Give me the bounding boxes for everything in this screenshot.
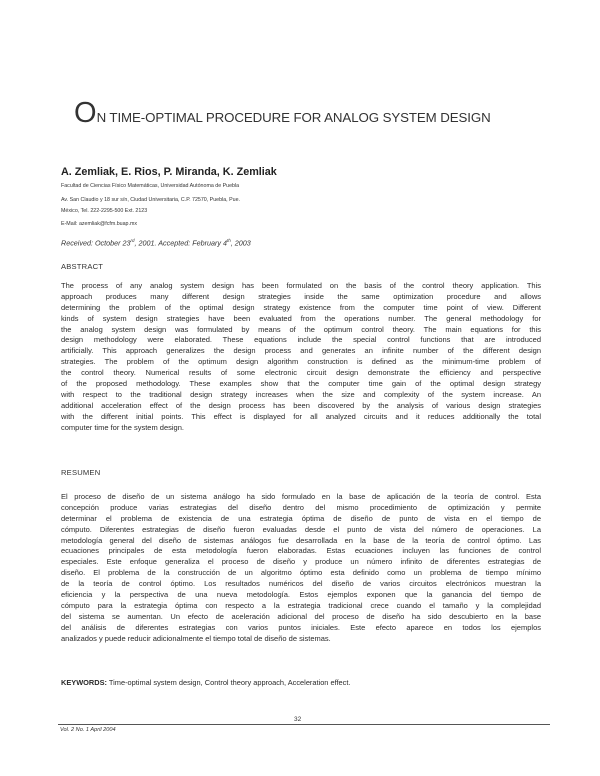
resumen-line: eficiencia y la perspectiva de una nueva metodología. Estos ejemplos exponen que la ganancia del tiempo de [61,590,541,600]
abstract-body [61,281,541,433]
title-initial: O [74,97,97,129]
keywords-label: KEYWORDS: [61,678,107,687]
author-list: A. Zemliak, E. Rios, P. Miranda, K. Zemliak [61,166,277,178]
resumen-line: cómputo. Diferentes estrategias de diseño fueron evaluadas desde el punto de vista del número de operaciones. La [61,524,541,534]
journal-reference: Vol. 2 No. 1 April 2004 [60,727,116,733]
abstract-line: kinds of system design strategies have been evaluated from the operations number. The general methodology for [61,313,541,323]
resumen-line: cómputo para la estrategia óptima con respecto a la estrategia tradicional crece cuando el tamaño y la complejidad [61,600,541,610]
resumen-line: del análisis de diferentes estrategias con varios puntos iniciales. Este efecto aparece en todos los ejemplos [61,622,541,632]
abstract-line: the control theory. Numerical results of some electronic circuit design demonstrate the efficiency and perspective [61,368,541,378]
resumen-line: concepción produce varias estrategias del diseño dentro del mismo procedimiento de optimización y permite [61,502,541,512]
affiliation-line: Facultad de Ciencias Físico Matemáticas, Universidad Autónoma de Puebla [61,183,240,189]
resumen-line: metodología general del diseño de sistemas análogos fue desarrollada en la base de la teoría de control óptimo. Las [61,535,541,545]
keywords-text: Time-optimal system design, Control theory approach, Acceleration effect. [107,678,351,687]
resumen-line: especiales. Este enfoque generaliza el proceso de diseño y produce un número infinito de diferentes estrategias de [61,557,541,567]
abstract-line: computer time for the system design. [61,422,184,432]
page-number: 32 [294,716,302,723]
abstract-heading: ABSTRACT [61,262,104,271]
abstract-line: additional acceleration effect of the design process has been discovered by the analysis of various design strategies [61,400,541,410]
abstract-line: determining the problem of the optimal design strategy existence from the computer time point of view. Different [61,302,541,312]
footer-divider [58,724,550,725]
abstract-line: with the different initial points. This effect is displayed for all analyzed circuits and it reduces additionally the total [61,411,541,421]
email-line: E-Mail: azemliak@fcfm.buap.mx [61,221,138,227]
resumen-line: diseño. El problema de la construcción de un algoritmo óptimo esta definido como un problema de tiempo mínimo [61,568,541,578]
resumen-line: El proceso de diseño de un sistema análogo ha sido formulado en la base de aplicación de la teoría de control. Esta [61,492,541,501]
affiliation-line: Av. San Claudio y 18 sur s/n, Ciudad Universitaria, C.P. 72570, Puebla, Pue. [61,197,241,203]
abstract-line: artificially. This approach generalizes the design process and generates an infinite number of the different design [61,346,541,356]
resumen-body [61,492,541,644]
abstract-line: The process of any analog system design has been formulated on the basis of the control theory application. This [61,281,541,290]
resumen-line: del sistema se aumentan. Un efecto de aceleración adicional del proceso de diseño ha sido descubierto en la base [61,611,541,621]
resumen-line: de la teoría de control óptimo. Los resultados numéricos del diseño de varios circuitos electrónicos muestran la [61,579,541,589]
affiliation-line: México, Tel. 222-2295-500 Ext. 2123 [61,208,148,214]
resumen-line: ecuaciones principales de esta metodología fueron elaboradas. Estas ecuaciones incluyen las funciones de control [61,546,541,556]
resumen-line: determinar el problema de existencia de una estrategia óptima de diseño de punto de vista en el tiempo de [61,513,541,523]
resumen-heading: RESUMEN [61,468,101,477]
paper-title [74,99,574,128]
abstract-line: design methodology were elaborated. These equations include the special control functions that are introduced [61,335,541,345]
abstract-line: approach produces many different design strategies inside the same optimization procedure and allows [61,291,541,301]
abstract-line: the analog system design was formulated by means of the optimum control theory. The main equations for this [61,324,541,334]
abstract-line: with respect to the traditional design strategy increases when the size and complexity of the system increase. An [61,389,541,399]
abstract-line: of the proposed methodology. These examples show that the computer time gain of the optimal design strategy [61,379,541,389]
abstract-line: strategies. The problem of the optimum design algorithm construction is defined as the minimum-time problem of [61,357,541,367]
keywords-line [61,678,350,687]
resumen-line: analizados y puede reducir adicionalmente el tiempo total de diseño de sistemas. [61,633,331,643]
received-dates: Received: October 23rd, 2001. Accepted: February 4th, 2003 [61,238,251,248]
title-text: N TIME-OPTIMAL PROCEDURE FOR ANALOG SYSTEM DESIGN [96,110,491,125]
